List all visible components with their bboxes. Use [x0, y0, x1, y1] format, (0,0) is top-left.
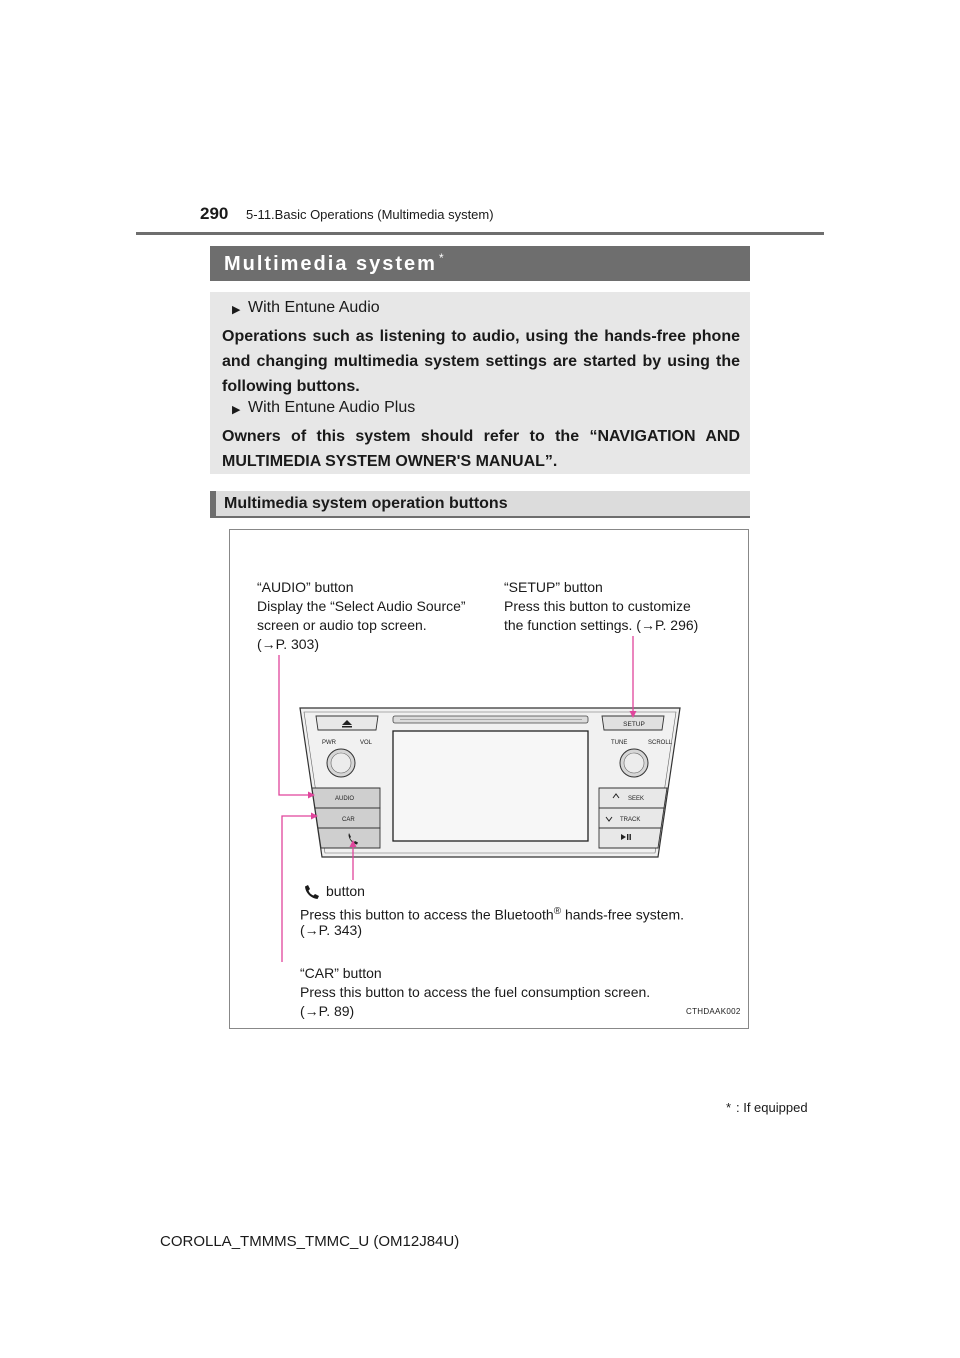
volume-knob-inner — [331, 753, 351, 773]
bullet-triangle-icon: ▶ — [232, 304, 241, 316]
bullet-entune-audio: With Entune Audio — [248, 299, 380, 316]
pause-icon-bar — [627, 834, 628, 840]
figure-code: CTHDAAK002 — [686, 1007, 741, 1016]
eject-icon-bar — [342, 726, 352, 728]
header-rule — [136, 232, 824, 235]
subsection-bar — [210, 491, 750, 518]
audio-callout-title: “AUDIO” button — [257, 579, 354, 595]
car-callout-leader — [282, 816, 313, 962]
subsection-title: Multimedia system operation buttons — [224, 495, 508, 512]
track-button-label: TRACK — [620, 817, 641, 823]
registered-mark: ® — [553, 906, 562, 917]
subsection-bar-edge — [210, 491, 216, 516]
page-number: 290 — [200, 204, 229, 223]
page-title-text: Multimedia system — [224, 253, 437, 275]
head-unit-illustration — [230, 530, 748, 1028]
tune-label: TUNE — [611, 740, 628, 746]
car-callout-title: “CAR” button — [300, 965, 382, 981]
phone-button — [318, 828, 380, 848]
tune-knob-inner — [624, 753, 644, 773]
car-callout-line: Press this button to access the fuel consumption screen. — [300, 984, 651, 1000]
figure-box — [229, 529, 749, 1029]
section-title-bar — [210, 246, 750, 281]
title-asterisk: * — [438, 251, 446, 265]
phone-callout-line: (→P. 343) — [300, 922, 362, 938]
model-code: COROLLA_TMMMS_TMMC_U (OM12J84U) — [160, 1233, 460, 1250]
bullet-triangle-icon: ▶ — [232, 404, 241, 416]
bullet-entune-audio-plus: With Entune Audio Plus — [248, 399, 416, 416]
page-title — [224, 253, 446, 276]
audio-callout-line: Display the “Select Audio Source” — [257, 598, 466, 614]
pause-icon-bar — [630, 834, 631, 840]
footnote-asterisk: * — [726, 1100, 732, 1115]
scroll-label: SCROLL — [648, 740, 673, 746]
car-button-label: CAR — [342, 817, 355, 823]
chapter-title: 5-11.Basic Operations (Multimedia system) — [246, 207, 494, 222]
phone-callout-text: hands-free system. — [561, 906, 685, 923]
audio-button-label: AUDIO — [335, 796, 355, 802]
audio-callout-line: screen or audio top screen. — [257, 617, 427, 633]
setup-callout-title: “SETUP” button — [504, 579, 603, 595]
phone-callout-title-text: button — [326, 883, 365, 899]
phone-callout-text: Press this button to access the Bluetooth — [300, 906, 554, 923]
car-callout-line: (→P. 89) — [300, 1003, 355, 1019]
intro-paragraph-2: Owners of this system should refer to the “NAVIGATION AND MULTIMEDIA SYSTEM OWNER'S MANUAL”. — [222, 428, 740, 470]
seek-button-label: SEEK — [628, 796, 645, 802]
footnote — [726, 1100, 808, 1115]
intro-paragraph-1: Operations such as listening to audio, using the hands-free phone and changing multimedia system settings are started by using the following buttons. — [222, 328, 740, 395]
setup-callout-line: Press this button to customize — [504, 598, 691, 614]
intro-box — [210, 292, 750, 474]
display-screen — [393, 731, 588, 841]
pwr-label: PWR — [322, 740, 336, 746]
setup-button-label: SETUP — [623, 721, 645, 728]
footnote-text: : If equipped — [736, 1100, 808, 1115]
vol-label: VOL — [360, 740, 373, 746]
setup-callout-line: the function settings. (→P. 296) — [504, 617, 699, 633]
audio-callout-line: (→P. 303) — [257, 636, 319, 652]
